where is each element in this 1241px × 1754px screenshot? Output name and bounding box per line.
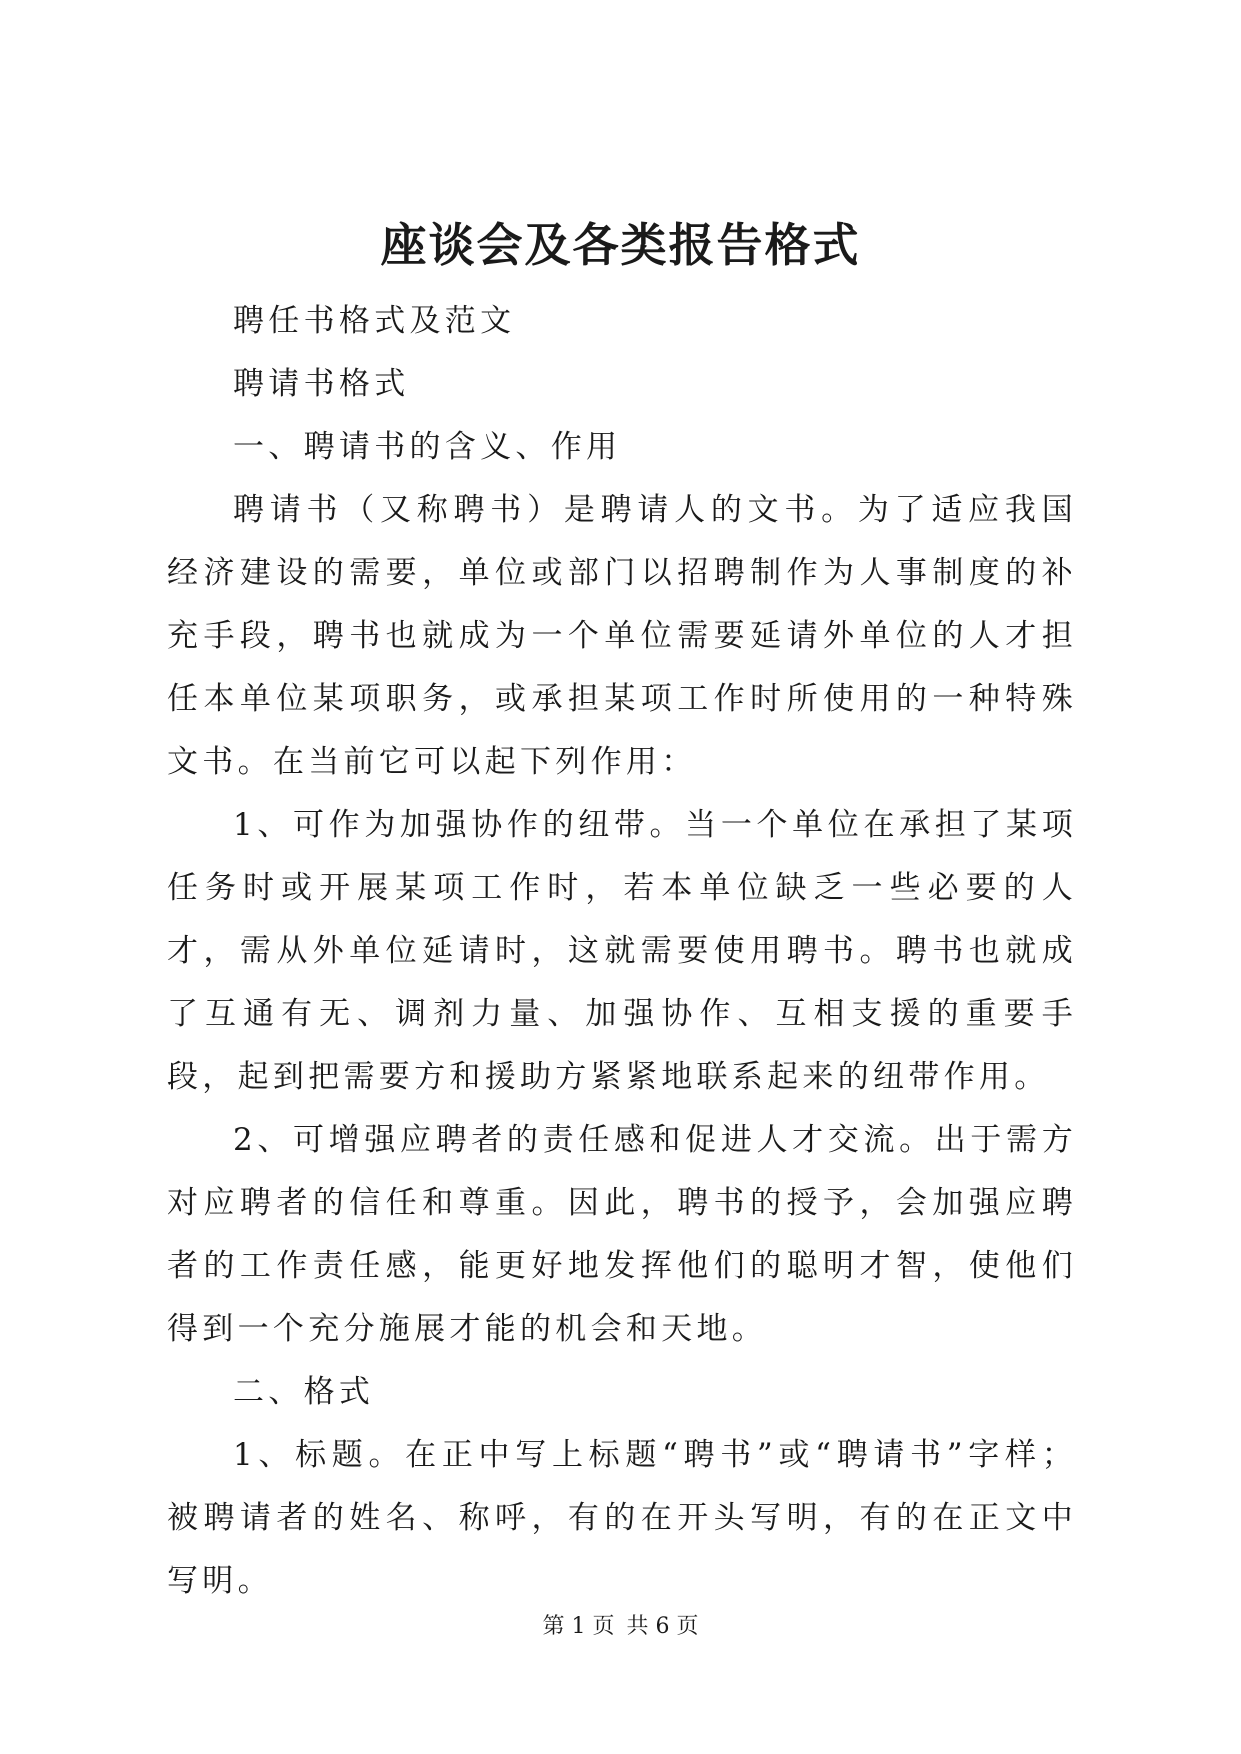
paragraph: 聘请书（又称聘书）是聘请人的文书。为了适应我国经济建设的需要，单位或部门以招聘制作为人事制度的补充手段，聘书也就成为一个单位需要延请外单位的人才担任本单位某项职务，或承担某项工作时所使用的一种特殊文书。在当前它可以起下列作用： bbox=[167, 492, 1077, 780]
paragraph: 一、聘请书的含义、作用 bbox=[233, 429, 622, 465]
document-title: 座谈会及各类报告格式 bbox=[380, 218, 861, 272]
document-body bbox=[167, 290, 1077, 1613]
paragraph: 1、可作为加强协作的纽带。当一个单位在承担了某项任务时或开展某项工作时，若本单位缺乏一些必要的人才，需从外单位延请时，这就需要使用聘书。聘书也就成了互通有无、调剂力量、加强协作、互相支援的重要手段，起到把需要方和援助方紧紧地联系起来的纽带作用。 bbox=[167, 807, 1077, 1095]
paragraph: 2、可增强应聘者的责任感和促进人才交流。出于需方对应聘者的信任和尊重。因此，聘书的授予，会加强应聘者的工作责任感，能更好地发挥他们的聪明才智，使他们得到一个充分施展才能的机会和天地。 bbox=[167, 1122, 1077, 1347]
paragraph: 1、标题。在正中写上标题“聘书”或“聘请书”字样；被聘请者的姓名、称呼，有的在开头写明，有的在正文中写明。 bbox=[167, 1437, 1077, 1599]
page-footer bbox=[0, 1609, 1241, 1640]
paragraph: 聘任书格式及范文 bbox=[233, 303, 516, 339]
page-number: 第 1 页 bbox=[542, 1614, 615, 1639]
paragraph: 聘请书格式 bbox=[233, 366, 410, 402]
page-total: 共 6 页 bbox=[626, 1614, 699, 1639]
paragraph: 二、格式 bbox=[233, 1374, 375, 1410]
